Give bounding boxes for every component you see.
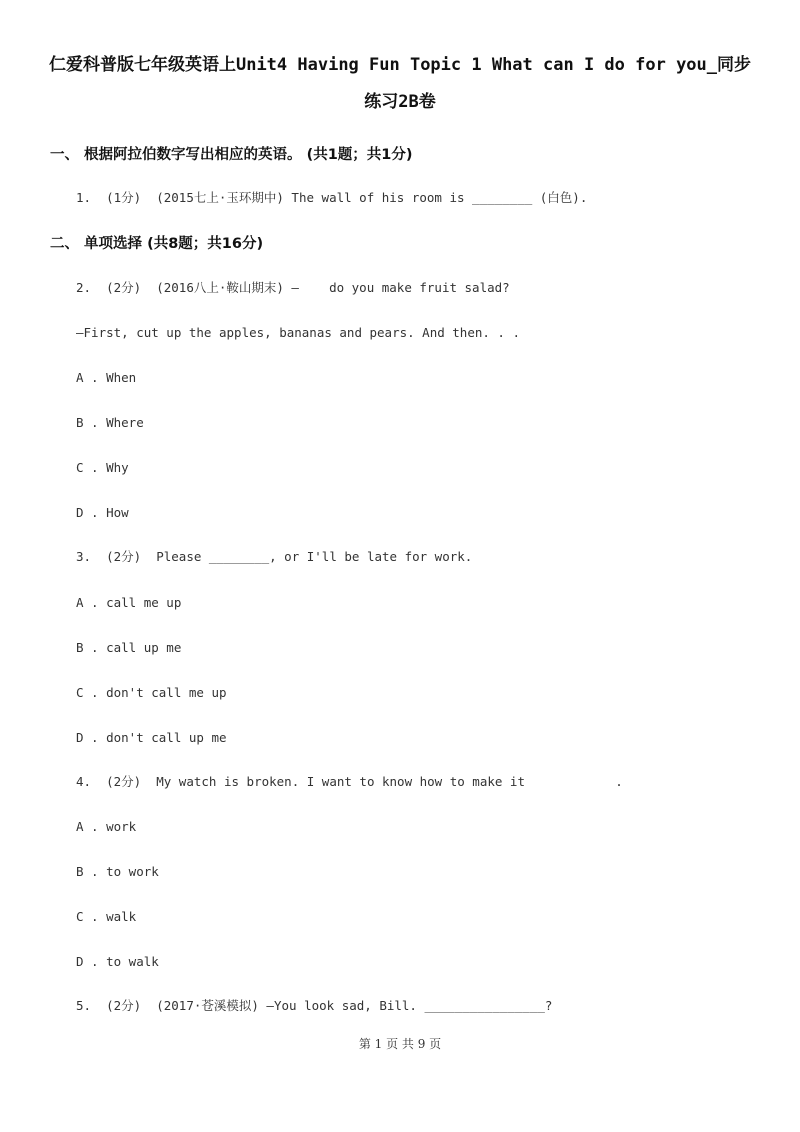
question-5: 5. (2分) (2017·苍溪模拟) —You look sad, Bill. ________________? [76, 998, 553, 1013]
question-2-option-b: B . Where [76, 415, 144, 430]
question-1: 1. (1分) (2015七上·玉环期中) The wall of his room is ________ (白色). [76, 190, 588, 205]
section-heading-1: 一、 根据阿拉伯数字写出相应的英语。 (共1题；共1分) [50, 147, 413, 163]
question-4-option-c: C . walk [76, 909, 137, 924]
document-title-line-1: 仁爱科普版七年级英语上Unit4 Having Fun Topic 1 What can I do for you_同步 [48, 55, 752, 75]
question-2-option-c: C . Why [76, 460, 129, 475]
question-4: 4. (2分) My watch is broken. I want to know how to make it . [76, 774, 623, 789]
question-2: 2. (2分) (2016八上·鞍山期末) — do you make fruit salad? [76, 280, 510, 295]
question-4-option-a: A . work [76, 819, 137, 834]
page-footer: 第 1 页 共 9 页 [358, 1037, 442, 1051]
question-2-option-a: A . When [76, 370, 137, 385]
question-2-option-d: D . How [76, 505, 129, 520]
question-2-dialog: —First, cut up the apples, bananas and pears. And then. . . [76, 325, 521, 340]
question-3-option-c: C . don't call me up [76, 685, 227, 700]
section-heading-2: 二、 单项选择 (共8题；共16分) [50, 236, 264, 252]
question-3-option-a: A . call me up [76, 595, 182, 610]
question-4-option-d: D . to walk [76, 954, 159, 969]
question-3-option-b: B . call up me [76, 640, 182, 655]
document-title-line-2: 练习2B卷 [364, 92, 436, 112]
question-3: 3. (2分) Please ________, or I'll be late for work. [76, 549, 473, 564]
question-4-option-b: B . to work [76, 864, 159, 879]
question-3-option-d: D . don't call up me [76, 730, 227, 745]
